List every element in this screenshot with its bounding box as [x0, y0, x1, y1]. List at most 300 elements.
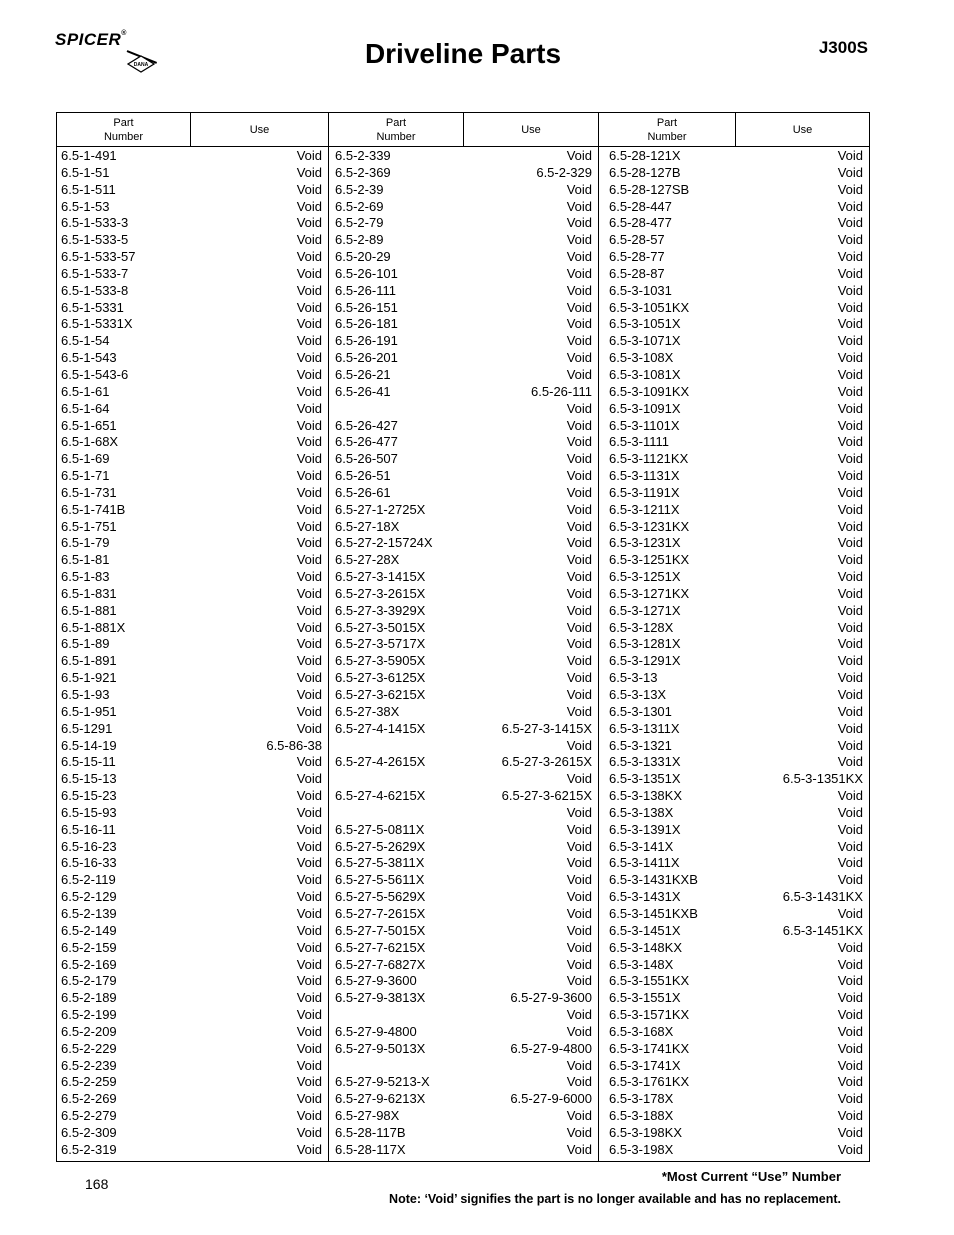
table-row [605, 620, 869, 637]
header-use-2: Use [464, 113, 599, 146]
part-number: 6.5-3-138KX [609, 788, 682, 804]
table-row [605, 1058, 869, 1075]
table-row [331, 973, 598, 990]
use-value: 6.5-2-329 [536, 164, 592, 180]
part-number: 6.5-1-71 [61, 468, 110, 484]
part-number: 6.5-27-3-5905X [335, 653, 426, 669]
use-value: Void [566, 316, 592, 332]
part-number: 6.5-2-149 [61, 922, 117, 938]
table-row [57, 788, 328, 805]
use-value: Void [566, 1141, 592, 1157]
part-number: 6.5-1-68X [61, 434, 119, 450]
use-value: Void [296, 1057, 322, 1073]
use-value: Void [837, 299, 863, 315]
use-value: Void [837, 1124, 863, 1140]
use-value: Void [837, 687, 863, 702]
use-value: 6.5-27-3-1415X [501, 720, 592, 736]
part-number: 6.5-1-731 [61, 484, 117, 500]
part-number: 6.5-20-29 [335, 249, 391, 265]
table-row [331, 552, 598, 569]
part-number: 6.5-3-1271KX [609, 585, 690, 601]
part-number: 6.5-3-1121KX [609, 451, 689, 467]
part-number: 6.5-14-19 [61, 737, 117, 753]
table-row [57, 855, 328, 872]
use-value: Void [837, 215, 863, 231]
use-value: Void [837, 585, 863, 601]
table-row [331, 199, 598, 216]
part-number: 6.5-1-5331 [61, 299, 124, 315]
part-number: 6.5-3-1411X [609, 855, 680, 871]
part-number: 6.5-3-1761KX [609, 1074, 690, 1090]
part-number: 6.5-3-1191X [609, 484, 680, 500]
part-number: 6.5-2-369 [335, 164, 391, 180]
use-value: Void [566, 451, 592, 467]
part-number: 6.5-26-201 [335, 350, 398, 366]
use-value: Void [566, 484, 592, 500]
table-row [605, 738, 869, 755]
use-value: Void [837, 148, 863, 163]
part-number: 6.5-27-9-6213X [335, 1091, 426, 1107]
use-value: Void [296, 670, 322, 686]
table-row [605, 1125, 869, 1142]
use-value: Void [837, 400, 863, 416]
use-value: Void [837, 872, 863, 888]
part-number: 6.5-27-18X [335, 518, 400, 534]
table-row [605, 283, 869, 300]
part-number: 6.5-27-7-2615X [335, 905, 426, 921]
table-row [605, 872, 869, 889]
table-row [57, 232, 328, 249]
table-row [57, 822, 328, 839]
table-row [331, 401, 598, 418]
use-value: Void [296, 350, 322, 366]
table-row [57, 990, 328, 1007]
table-row [331, 990, 598, 1007]
table-row [57, 721, 328, 738]
use-value: Void [566, 1023, 592, 1039]
part-number: 6.5-27-2-15724X [335, 535, 433, 551]
part-number: 6.5-2-229 [61, 1040, 117, 1056]
part-number: 6.5-1-89 [61, 636, 110, 652]
table-row [605, 215, 869, 232]
table-row [605, 636, 869, 653]
part-number: 6.5-3-1031 [609, 282, 672, 298]
part-number: 6.5-1-881X [61, 619, 126, 635]
part-number: 6.5-3-1311X [609, 720, 680, 736]
part-number: 6.5-2-39 [335, 181, 384, 197]
part-number: 6.5-27-5-3811X [335, 855, 425, 871]
table-row [331, 316, 598, 333]
table-row [57, 249, 328, 266]
use-value: Void [296, 569, 322, 585]
use-value: 6.5-26-111 [531, 383, 592, 399]
use-value: Void [566, 922, 592, 938]
part-number: 6.5-1-93 [61, 687, 110, 702]
table-row [331, 1142, 598, 1159]
part-number: 6.5-3-188X [609, 1108, 674, 1124]
use-value: Void [566, 434, 592, 450]
use-value: Void [837, 1074, 863, 1090]
part-number: 6.5-27-5-0811X [335, 821, 425, 837]
use-value: 6.5-3-1451KX [782, 922, 863, 938]
use-value: Void [837, 653, 863, 669]
use-value: Void [837, 417, 863, 433]
table-row [605, 519, 869, 536]
part-number: 6.5-3-1451X [609, 922, 681, 938]
column-divider [328, 113, 329, 1161]
table-row [605, 957, 869, 974]
use-value: Void [296, 383, 322, 399]
table-row [605, 1041, 869, 1058]
part-number: 6.5-3-1391X [609, 821, 681, 837]
use-value: 6.5-27-3-6215X [501, 788, 592, 804]
part-number: 6.5-3-1231X [609, 535, 681, 551]
part-number: 6.5-2-309 [61, 1124, 117, 1140]
table-row [57, 704, 328, 721]
part-number: 6.5-26-111 [335, 282, 396, 298]
part-number: 6.5-1-533-57 [61, 249, 136, 265]
part-number: 6.5-3-1551KX [609, 973, 690, 989]
part-number: 6.5-1-54 [61, 333, 110, 349]
part-number: 6.5-3-128X [609, 619, 674, 635]
part-number: 6.5-26-181 [335, 316, 398, 332]
header-part-number-2: Part Number [329, 113, 464, 146]
part-number: 6.5-16-11 [61, 821, 116, 837]
table-row [57, 552, 328, 569]
table-row [331, 1041, 598, 1058]
table-row [605, 586, 869, 603]
use-value: Void [296, 400, 322, 416]
part-number: 6.5-1-491 [61, 148, 117, 163]
use-value: Void [296, 282, 322, 298]
use-value: Void [566, 535, 592, 551]
use-value: Void [837, 518, 863, 534]
use-value: Void [837, 181, 863, 197]
part-number: 6.5-3-1081X [609, 366, 681, 382]
svg-text:DANA: DANA [133, 62, 149, 68]
use-value: Void [296, 804, 322, 820]
use-value: Void [296, 585, 322, 601]
part-number: 6.5-2-89 [335, 232, 384, 248]
table-row [605, 839, 869, 856]
table-row [331, 350, 598, 367]
use-value: Void [566, 148, 592, 163]
table-row [57, 872, 328, 889]
part-number: 6.5-2-239 [61, 1057, 117, 1073]
use-value: Void [566, 889, 592, 905]
table-row [605, 418, 869, 435]
part-number: 6.5-28-477 [609, 215, 672, 231]
part-number: 6.5-28-57 [609, 232, 665, 248]
use-value: Void [296, 855, 322, 871]
part-number: 6.5-3-148KX [609, 939, 682, 955]
table-row [57, 923, 328, 940]
part-number: 6.5-27-5-5629X [335, 889, 426, 905]
part-number: 6.5-1-79 [61, 535, 110, 551]
use-value: Void [296, 687, 322, 702]
part-number: 6.5-3-1091KX [609, 383, 690, 399]
part-number: 6.5-3-1271X [609, 602, 681, 618]
part-number: 6.5-27-4-6215X [335, 788, 426, 804]
use-value: Void [296, 619, 322, 635]
table-row [605, 485, 869, 502]
table-row [57, 148, 328, 165]
table-row [331, 603, 598, 620]
table-row [605, 148, 869, 165]
part-number: 6.5-3-1551X [609, 990, 681, 1006]
part-number: 6.5-27-9-3813X [335, 990, 426, 1006]
table-row [57, 367, 328, 384]
use-value: Void [837, 1057, 863, 1073]
table-row [605, 889, 869, 906]
part-number: 6.5-3-1231KX [609, 518, 690, 534]
use-value: Void [566, 905, 592, 921]
use-value: Void [837, 703, 863, 719]
use-value: Void [296, 838, 322, 854]
part-number: 6.5-3-1301 [609, 703, 672, 719]
part-number: 6.5-27-7-6215X [335, 939, 426, 955]
use-value: Void [296, 821, 322, 837]
use-value: Void [296, 249, 322, 265]
table-row [57, 738, 328, 755]
table-row [605, 704, 869, 721]
use-value: Void [296, 703, 322, 719]
part-number: 6.5-1-61 [61, 383, 110, 399]
table-row [331, 266, 598, 283]
table-row [605, 316, 869, 333]
use-value: Void [296, 417, 322, 433]
table-row [57, 1024, 328, 1041]
use-value: Void [296, 905, 322, 921]
use-value: Void [837, 468, 863, 484]
part-number: 6.5-3-1091X [609, 400, 681, 416]
part-number: 6.5-27-4-1415X [335, 720, 426, 736]
use-value: Void [837, 1007, 863, 1023]
table-row [57, 182, 328, 199]
part-number: 6.5-28-127B [609, 164, 681, 180]
use-value: Void [296, 956, 322, 972]
part-number: 6.5-1-881 [61, 602, 117, 618]
use-value: Void [296, 889, 322, 905]
use-value: 6.5-3-1431KX [782, 889, 863, 905]
table-row [605, 788, 869, 805]
table-row [605, 906, 869, 923]
table-row [605, 923, 869, 940]
parts-column-2 [331, 148, 598, 1159]
brand-name: SPICER® [55, 30, 127, 49]
table-row [57, 957, 328, 974]
use-value: Void [566, 215, 592, 231]
table-row [57, 401, 328, 418]
table-row [331, 182, 598, 199]
use-value: 6.5-86-38 [266, 737, 322, 753]
use-value: Void [566, 333, 592, 349]
table-row [331, 754, 598, 771]
table-row [605, 855, 869, 872]
part-number: 6.5-3-1741X [609, 1057, 681, 1073]
use-value: Void [296, 636, 322, 652]
use-value: Void [837, 249, 863, 265]
table-row [331, 502, 598, 519]
part-number: 6.5-27-3-2615X [335, 585, 426, 601]
table-row [331, 738, 598, 755]
table-row [605, 940, 869, 957]
use-value: Void [837, 1141, 863, 1157]
use-value: Void [566, 552, 592, 568]
table-row [57, 266, 328, 283]
table-row [605, 401, 869, 418]
part-number: 6.5-1-533-5 [61, 232, 129, 248]
use-value: Void [566, 198, 592, 214]
table-row [331, 1024, 598, 1041]
table-row [605, 350, 869, 367]
table-row [331, 384, 598, 401]
part-number: 6.5-1-533-8 [61, 282, 129, 298]
table-row [57, 1125, 328, 1142]
table-row [605, 754, 869, 771]
table-row [57, 839, 328, 856]
part-number: 6.5-27-28X [335, 552, 400, 568]
part-number: 6.5-3-198X [609, 1141, 674, 1157]
use-value: Void [837, 164, 863, 180]
part-number: 6.5-27-1-2725X [335, 501, 426, 517]
use-value: Void [566, 1057, 592, 1073]
part-number: 6.5-1-81 [61, 552, 110, 568]
table-row [605, 434, 869, 451]
use-value: Void [566, 299, 592, 315]
part-number: 6.5-1-951 [61, 703, 117, 719]
model-label: J300S [818, 38, 868, 57]
use-value: Void [566, 366, 592, 382]
table-row [57, 805, 328, 822]
part-number: 6.5-3-1431X [609, 889, 681, 905]
table-row [57, 535, 328, 552]
table-row [331, 805, 598, 822]
table-row [331, 232, 598, 249]
part-number: 6.5-3-1211X [609, 501, 680, 517]
use-value: Void [837, 198, 863, 214]
part-number: 6.5-16-33 [61, 855, 117, 871]
part-number: 6.5-3-1431KXB [609, 872, 698, 888]
part-number: 6.5-3-141X [609, 838, 674, 854]
use-value: Void [566, 249, 592, 265]
use-value: Void [296, 366, 322, 382]
use-value: Void [566, 1108, 592, 1124]
part-number: 6.5-28-447 [609, 198, 672, 214]
use-value: Void [566, 181, 592, 197]
table-row [57, 451, 328, 468]
table-row [57, 586, 328, 603]
use-value: Void [837, 552, 863, 568]
part-number: 6.5-3-1741KX [609, 1040, 690, 1056]
part-number: 6.5-27-7-5015X [335, 922, 426, 938]
use-value: Void [566, 838, 592, 854]
page-title: Driveline Parts [364, 38, 562, 69]
use-value: Void [837, 484, 863, 500]
part-number: 6.5-1-64 [61, 400, 110, 416]
table-row [605, 367, 869, 384]
table-row [57, 973, 328, 990]
use-value: Void [296, 535, 322, 551]
header-part-number-3: Part Number [599, 113, 736, 146]
use-value: Void [566, 1007, 592, 1023]
use-value: Void [837, 383, 863, 399]
table-row [57, 215, 328, 232]
page-number: 168 [85, 1176, 109, 1192]
header-divider [57, 146, 869, 147]
part-number: 6.5-28-77 [609, 249, 665, 265]
use-value: Void [837, 265, 863, 281]
use-value: Void [566, 1124, 592, 1140]
use-value: Void [296, 232, 322, 248]
table-row [331, 300, 598, 317]
table-row [57, 165, 328, 182]
part-number: 6.5-1-543 [61, 350, 117, 366]
use-value: Void [837, 737, 863, 753]
column-divider [598, 113, 599, 1161]
table-row [605, 384, 869, 401]
use-value: Void [296, 164, 322, 180]
use-value: Void [296, 1124, 322, 1140]
use-value: Void [296, 468, 322, 484]
use-value: Void [566, 636, 592, 652]
table-row [331, 872, 598, 889]
table-row [605, 569, 869, 586]
use-value: Void [296, 434, 322, 450]
use-value: Void [837, 282, 863, 298]
part-number: 6.5-27-9-4800 [335, 1023, 417, 1039]
part-number: 6.5-26-427 [335, 417, 398, 433]
table-row [605, 165, 869, 182]
table-row [57, 283, 328, 300]
use-value: Void [566, 417, 592, 433]
part-number: 6.5-3-1331X [609, 754, 681, 770]
table-row [605, 1007, 869, 1024]
part-number: 6.5-27-5-2629X [335, 838, 426, 854]
table-row [331, 1091, 598, 1108]
part-number: 6.5-1-741B [61, 501, 126, 517]
part-number: 6.5-27-3-5015X [335, 619, 426, 635]
use-value: 6.5-27-3-2615X [501, 754, 592, 770]
part-number: 6.5-27-3-6125X [335, 670, 426, 686]
part-number: 6.5-1-51 [61, 164, 110, 180]
table-row [331, 940, 598, 957]
part-number: 6.5-1-651 [61, 417, 117, 433]
table-row [331, 1108, 598, 1125]
part-number: 6.5-2-129 [61, 889, 117, 905]
part-number: 6.5-28-117X [335, 1141, 406, 1157]
use-value: Void [566, 687, 592, 702]
part-number: 6.5-3-13 [609, 670, 658, 686]
table-row [605, 266, 869, 283]
use-value: 6.5-27-9-3600 [510, 990, 592, 1006]
part-number: 6.5-2-199 [61, 1007, 117, 1023]
use-value: Void [296, 265, 322, 281]
table-row [57, 1108, 328, 1125]
use-value: Void [296, 518, 322, 534]
table-row [331, 670, 598, 687]
table-row [605, 1091, 869, 1108]
use-value: Void [566, 350, 592, 366]
part-number: 6.5-2-159 [61, 939, 117, 955]
use-value: Void [837, 1091, 863, 1107]
table-row [605, 552, 869, 569]
part-number: 6.5-3-148X [609, 956, 674, 972]
table-row [57, 906, 328, 923]
parts-table [56, 112, 870, 1162]
use-value: Void [296, 501, 322, 517]
table-row [331, 451, 598, 468]
